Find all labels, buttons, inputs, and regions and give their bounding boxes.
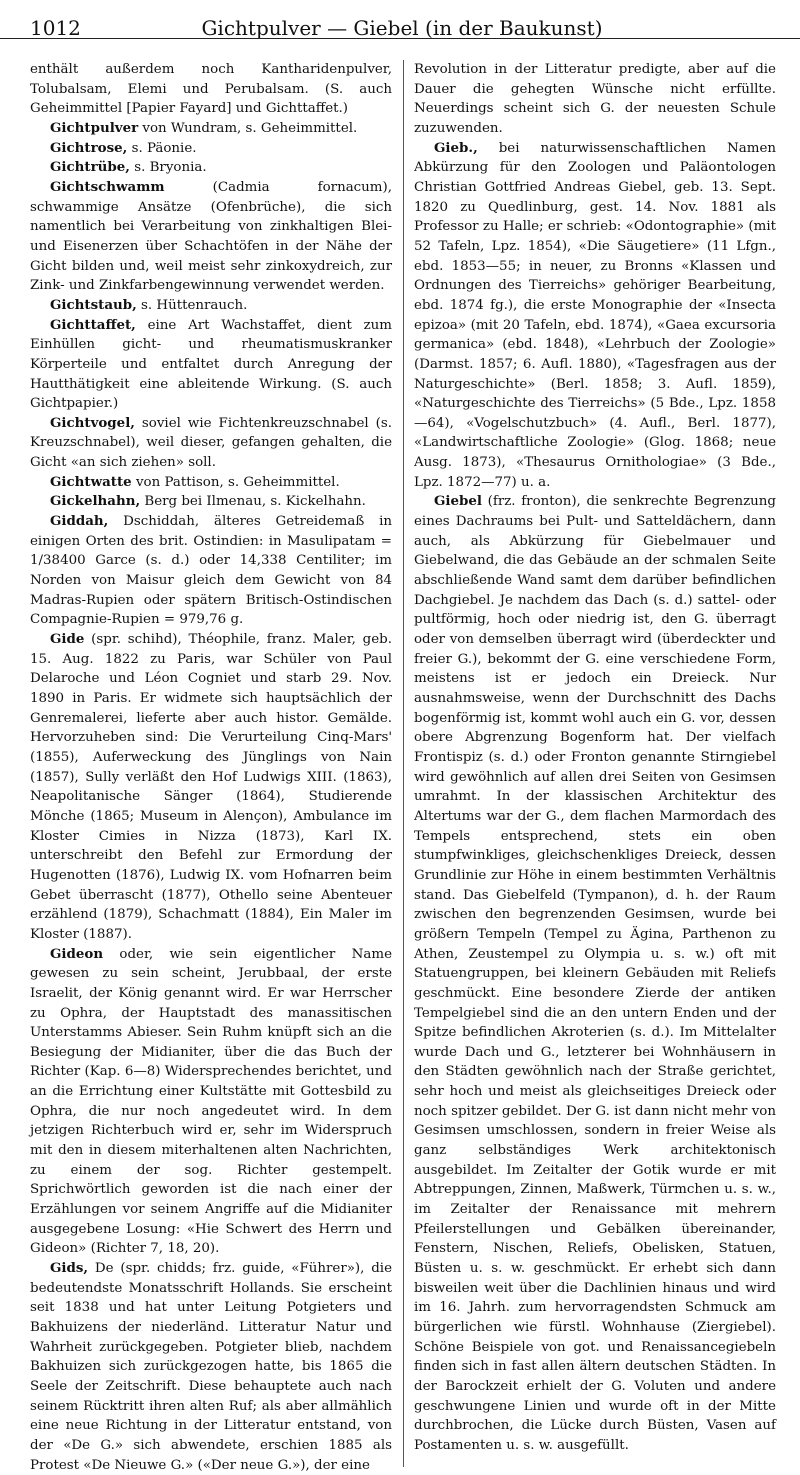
entry-text: s. Bryonia. — [129, 160, 207, 176]
dictionary-entry — [30, 492, 392, 512]
entry-text: (Cadmia fornacum), schwammige Ansätze (Ofenbrüche), die sich namentlich bei Verarbeitung von zinkhaltigen Blei- und Eisenerzen über Schachtöfen in der Nähe der Gicht bilden und, weil meist sehr zinkoxydreich, zur Zink- und Zinkfarbengewinnung verwendet werden. — [30, 179, 392, 294]
entry-headword: Gieb., — [434, 139, 478, 156]
entry-headword: Gichttaffet, — [50, 316, 136, 333]
entry-text: De (spr. chidds; frz. guide, «Führer»), die bedeutendste Monatsschrift Hollands. Sie erscheint seit 1838 und hat unter Leitung Potgieters und Bakhuizens der niederländ. Litteratur Natur und Wahrheit zurückgegeben. Potgieter blieb, nachdem Bakhuizen sich zurückgezogen hatte, bis 1865 die Seele der Zeitschrift. Diese behauptete auch nach seinem Rücktritt ihren alten Ruf; als aber allmählich eine neue Richtung in der Litteratur entstand, von der «De G.» sich abwendete, erschien 1885 als Protest «De Nieuwe G.» («Der neue G.»), der eine — [30, 1261, 392, 1473]
page-number: 1012 — [30, 16, 81, 40]
dictionary-entry — [414, 492, 776, 1455]
entry-text: s. Päonie. — [127, 140, 197, 156]
dictionary-entry — [30, 630, 392, 945]
entry-text: soviel wie Fichtenkreuzschnabel (s. Kreuzschnabel), weil dieser, gefangen gehalten, die Gicht «an sich ziehen» soll. — [30, 415, 392, 471]
entry-headword: Gichtstaub, — [50, 296, 137, 313]
left-column — [30, 60, 392, 1473]
entry-headword: Giddah, — [50, 513, 109, 530]
entry-headword: Gichtpulver — [50, 119, 139, 136]
entry-headword: Gichtschwamm — [50, 178, 165, 195]
entry-headword: Gide — [50, 631, 85, 648]
dictionary-entry — [30, 414, 392, 473]
entry-text: (spr. schihd), Théophile, franz. Maler, geb. 15. Aug. 1822 zu Paris, war Schüler von Paul Delaroche und Léon Cogniet und starb 29. Nov. 1890 in Paris. Er widmete sich hauptsächlich der Genremalerei, lieferte aber auch histor. Gemälde. Hervorzuheben sind: Die Verurteilung Cinq-Mars' (1855), Auferweckung des Jünglings von Nain (1857), Sully verläßt den Hof Ludwigs XIII. (1863), Neapolitanische Sänger (1864), Studierende Mönche (1865; Museum in Alençon), Ambulance im Kloster Cimies in Nizza (1873), Karl IX. unterschreibt den Befehl zur Ermordung der Hugenotten (1876), Ludwig IX. vom Hofnarren beim Gebet überrascht (1877), Othello seine Abenteuer erzählend (1879), Schachmatt (1884), Ein Maler im Kloster (1887). — [30, 632, 392, 942]
dictionary-entry — [30, 296, 392, 316]
dictionary-entry — [30, 119, 392, 139]
dictionary-entry — [30, 1259, 392, 1475]
entry-text: bei naturwissenschaftlichen Namen Abkürzung für den Zoologen und Paläontologen Christian Gottfried Andreas Giebel, geb. 13. Sept. 1820 zu Quedlinburg, gest. 14. Nov. 1881 als Professor zu Halle; er schrieb: «Odontographie» (mit 52 Tafeln, Lpz. 1854), «Die Säugetiere» (11 Lfgn., ebd. 1853—55; in neuer, zu Bronns «Klassen und Ordnungen des Tierreichs» gehöriger Bearbeitung, ebd. 1874 fg.), die erste Monographie der «Insecta epizoa» (mit 20 Tafeln, ebd. 1874), «Gaea excursoria germanica» (ebd. 1848), «Lehrbuch der Zoologie» (Darmst. 1857; 6. Aufl. 1880), «Tagesfragen aus der Naturgeschichte» (Berl. 1858; 3. Aufl. 1859), «Naturgeschichte des Tierreichs» (5 Bde., Lpz. 1858—64), «Vogelschutzbuch» (4. Aufl., Berl. 1877), «Landwirtschaftliche Zoologie» (Glog. 1868; neue Ausg. 1873), «Thesaurus Ornithologiae» (3 Bde., Lpz. 1872—77) u. a. — [414, 140, 776, 490]
entry-text: von Pattison, s. Geheimmittel. — [131, 474, 340, 490]
header-rule — [0, 38, 800, 39]
entry-text: Dschiddah, älteres Getreidemaß in einigen Orten des brit. Ostindien: in Masulipatam = 1/38400 Garce (s. d.) oder 14,338 Centiliter; im Norden von Maisur gleich dem Gewicht von 84 Madras-Rupien oder spätern Britisch-Ostindischen Compagnie-Rupien = 979,76 g. — [30, 514, 392, 628]
entry-text: oder, wie sein eigentlicher Name gewesen zu sein scheint, Jerubbaal, der erste Israelit, der König genannt wird. Er war Herrscher zu Ophra, der Hauptstadt des manassitischen Unterstamms Abieser. Sein Ruhm knüpft sich an die Besiegung der Midianiter, über die das Buch der Richter (Kap. 6—8) Widersprechendes berichtet, und an die Errichtung einer Kultstätte mit Gottesbild zu Ophra, die nur noch angedeutet wird. In dem jetzigen Richterbuch wird er, sehr im Widerspruch mit den in diesem miterhaltenen alten Nachrichten, zu einem der sog. Richter gestempelt. Sprichwörtlich geworden ist die nach einer der Erzählungen vor seinem Angriffe auf die Midianiter ausgegebene Losung: «Hie Schwert des Herrn und Gideon» (Richter 7, 18, 20). — [30, 946, 392, 1257]
entry-headword: Giebel — [434, 493, 483, 510]
dictionary-entry — [30, 473, 392, 493]
entry-headword: Gideon — [50, 945, 104, 962]
dictionary-entry — [30, 158, 392, 178]
dictionary-entry — [30, 945, 392, 1260]
entry-headword: Gichtrose, — [50, 139, 128, 156]
entry-text: enthält außerdem noch Kantharidenpulver, Tolubalsam, Elemi und Perubalsam. (S. auch Geheimmittel [Papier Fayard] und Gichttaffet.) — [30, 62, 392, 117]
dictionary-entry — [30, 512, 392, 630]
entry-headword: Gichtwatte — [50, 473, 132, 490]
dictionary-entry — [30, 139, 392, 159]
entry-text: Berg bei Ilmenau, s. Kickelhahn. — [140, 494, 366, 510]
dictionary-entry — [30, 316, 392, 414]
page-header — [30, 14, 774, 50]
text-columns — [30, 60, 776, 1473]
continued-text — [414, 60, 776, 139]
entry-text: Revolution in der Litteratur predigte, aber auf die Dauer die gehegten Wünsche nicht erfüllte. Neuerdings scheint sich G. der neuesten Schule zuzuwenden. — [414, 62, 776, 136]
column-divider — [403, 60, 404, 1467]
dictionary-entry — [414, 139, 776, 493]
running-title: Gichtpulver — Giebel (in der Baukunst) — [201, 16, 603, 40]
entry-text: eine Art Wachstaffet, dient zum Einhüllen gicht- und rheumatismuskranker Körperteile und entfaltet durch Anregung der Hautthätigkeit eine ableitende Wirkung. (S. auch Gichtpapier.) — [30, 317, 392, 412]
right-column — [414, 60, 776, 1467]
entry-headword: Gids, — [50, 1260, 89, 1277]
entry-headword: Gichtvogel, — [50, 414, 135, 431]
continued-text — [30, 60, 392, 119]
entry-text: s. Hüttenrauch. — [136, 297, 248, 313]
entry-headword: Gickelhahn, — [50, 493, 141, 510]
dictionary-entry — [30, 178, 392, 296]
entry-text: (frz. fronton), die senkrechte Begrenzung eines Dachraums bei Pult- und Satteldächern, dann auch, als Abkürzung für Giebelmauer und Giebelwand, die das Gebäude an der schmalen Seite abschließende Wand samt dem darüber befindlichen Dachgiebel. Je nachdem das Dach (s. d.) sattel- oder pultförmig, hoch oder niedrig ist, den G. überragt oder von demselben überragt wird (überdeckter und freier G.), bekommt der G. eine verschiedene Form, meistens ist er jedoch ein Dreieck. Nur ausnahmsweise, wenn der Durchschnitt des Dachs bogenförmig ist, kommt wohl auch ein G. vor, dessen obere Abgrenzung Bogenform hat. Der vielfach Frontispiz (s. d.) oder Fronton genannte Stirngiebel wird gewöhnlich auf allen drei Seiten von Gesimsen umrahmt. In der klassischen Architektur des Altertums war der G., dem flachen Marmordach des Tempels entsprechend, stets ein oben stumpfwinkliges, gleichschenkliges Dreieck, dessen Grundlinie zur Höhe in einem bestimmten Verhältnis stand. Das Giebelfeld (Tympanon), d. h. der Raum zwischen den begrenzenden Gesimsen, wurde bei größern Tempeln (Tempel zu Ägina, Parthenon zu Athen, Zeustempel zu Olympia u. s. w.) oft mit Statuengruppen, bei kleinern Gebäuden mit Reliefs geschmückt. Eine besondere Zierde der antiken Tempelgiebel sind die an den untern Enden und der Spitze befindlichen Akroterien (s. d.). Im Mittelalter wurde Dach und G., letzterer bei Wohnhäusern in den Städten gewöhnlich nach der Straße gerichtet, sehr hoch und meist als gleichseitiges Dreieck oder noch spitzer gebildet. Der G. ist dann nicht mehr von Gesimsen umschlossen, sondern in freier Weise als ganz selbständiges Werk architektonisch ausgebildet. Im Zeitalter der Gotik wurde er mit Abtreppungen, Zinnen, Maßwerk, Türmchen u. s. w., im Zeitalter der Renaissance mit mehrern Pfeilerstellungen und Gebälken übereinander, Fenstern, Nischen, Reliefs, Obelisken, Statuen, Büsten u. s. w. geschmückt. Er erhebt sich dann bisweilen weit über die Dachlinien hinaus und wird im 16. Jahrh. zum hervorragendsten Schmuck am bürgerlichen wie fürstl. Wohnhause (Ziergiebel). Schöne Beispiele von got. und Renaissancegiebeln finden sich in fast allen ältern deutschen Städten. In der Barockzeit erhielt der G. Voluten und andere geschwungene Linien und wurde oft in der Mitte durchbrochen, die Lücke durch Büsten, Vasen auf Postamenten u. s. w. ausgefüllt. — [414, 494, 776, 1453]
entry-text: von Wundram, s. Geheimmittel. — [138, 120, 358, 136]
entry-headword: Gichtrübe, — [50, 159, 130, 176]
